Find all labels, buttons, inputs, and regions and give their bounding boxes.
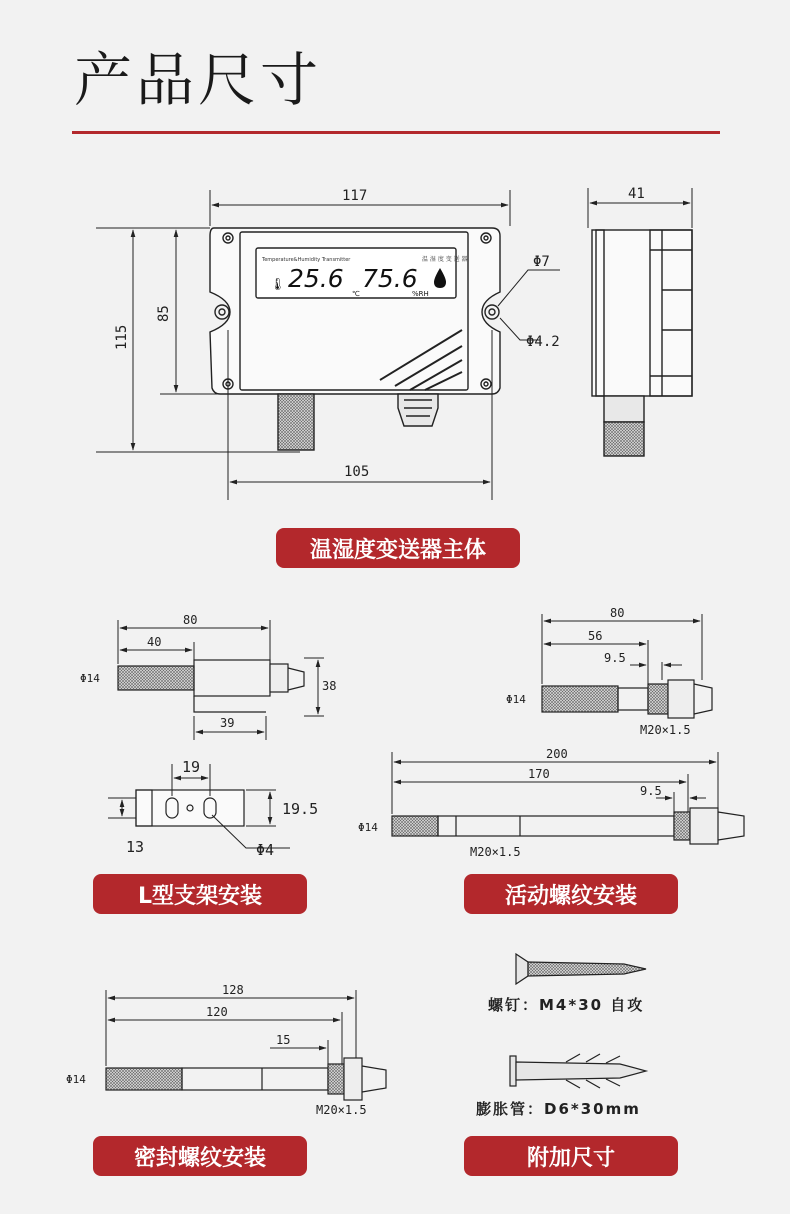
- l-dim-phi14: Φ14: [80, 672, 100, 685]
- ml-dim-170: 170: [528, 767, 550, 781]
- caption-accessories: 附加尺寸: [464, 1136, 678, 1176]
- caption-sealed-thread: 密封螺纹安装: [93, 1136, 307, 1176]
- caption-movable-thread: 活动螺纹安装: [464, 874, 678, 914]
- ml-dim-200: 200: [546, 747, 568, 761]
- movable-long-probe: [392, 808, 744, 844]
- ml-dim-thread: M20×1.5: [470, 845, 521, 859]
- l-dim-38: 38: [322, 679, 337, 693]
- caption-l-bracket: L型支架安装: [93, 874, 307, 914]
- movable-short-probe: [542, 680, 712, 718]
- lcd-temperature: 25.6: [288, 264, 344, 293]
- ml-dim-phi14: Φ14: [358, 821, 378, 834]
- lcd-brand-left: Temperature&Humidity Transmitter: [262, 257, 351, 263]
- dim-width: 117: [342, 188, 368, 204]
- l-bracket-plate: [136, 790, 244, 826]
- page-title: 产品尺寸: [74, 46, 323, 114]
- ms-dim-80: 80: [610, 606, 625, 620]
- sealed-thread-dimension-lines: [106, 990, 356, 1066]
- anchor-spec: 膨胀管：D6*30mm: [476, 1100, 641, 1118]
- movable-long-dimension-lines: [392, 752, 718, 814]
- dim-hole-spacing: 105: [344, 464, 370, 480]
- anchor-icon: [510, 1054, 646, 1088]
- st-dim-15: 15: [276, 1033, 291, 1047]
- plate-dim-19-5: 19.5: [282, 800, 319, 818]
- st-dim-120: 120: [206, 1005, 228, 1019]
- dim-depth: 41: [628, 186, 645, 202]
- dim-height: 115: [114, 324, 130, 350]
- plate-dim-phi4: Φ4: [256, 841, 275, 859]
- ms-dim-thread: M20×1.5: [640, 723, 691, 737]
- l-dim-39: 39: [220, 716, 235, 730]
- st-dim-thread: M20×1.5: [316, 1103, 367, 1117]
- st-dim-phi14: Φ14: [66, 1073, 86, 1086]
- ms-dim-9-5: 9.5: [604, 651, 626, 665]
- screw-spec: 螺钉：M4*30 自攻: [488, 996, 645, 1014]
- l-dim-40: 40: [147, 635, 162, 649]
- lcd-brand-right: 温 湿 度 变 送 器: [422, 256, 468, 263]
- lcd-temp-unit: ℃: [352, 290, 360, 298]
- dim-hole-large: Φ7: [533, 254, 550, 270]
- st-dim-128: 128: [222, 983, 244, 997]
- thermometer-icon: 🌡: [270, 277, 286, 291]
- dim-inner-height: 85: [156, 305, 172, 322]
- caption-main-unit: 温湿度变送器主体: [276, 528, 520, 568]
- l-dim-80: 80: [183, 613, 198, 627]
- ms-dim-56: 56: [588, 629, 603, 643]
- sealed-thread-probe: [106, 1058, 386, 1100]
- screw-icon: [516, 954, 646, 984]
- main-unit-side: [592, 230, 692, 456]
- dim-hole-small: Φ4.2: [526, 334, 560, 350]
- ms-dim-phi14: Φ14: [506, 693, 526, 706]
- movable-short-dimension-lines: [542, 614, 702, 684]
- plate-dim-13: 13: [126, 838, 145, 856]
- l-bracket-probe: [118, 660, 304, 712]
- lcd-hum-unit: %RH: [412, 290, 429, 298]
- ml-dim-9-5: 9.5: [640, 784, 662, 798]
- plate-dim-19: 19: [182, 758, 201, 776]
- lcd-humidity: 75.6: [362, 264, 418, 293]
